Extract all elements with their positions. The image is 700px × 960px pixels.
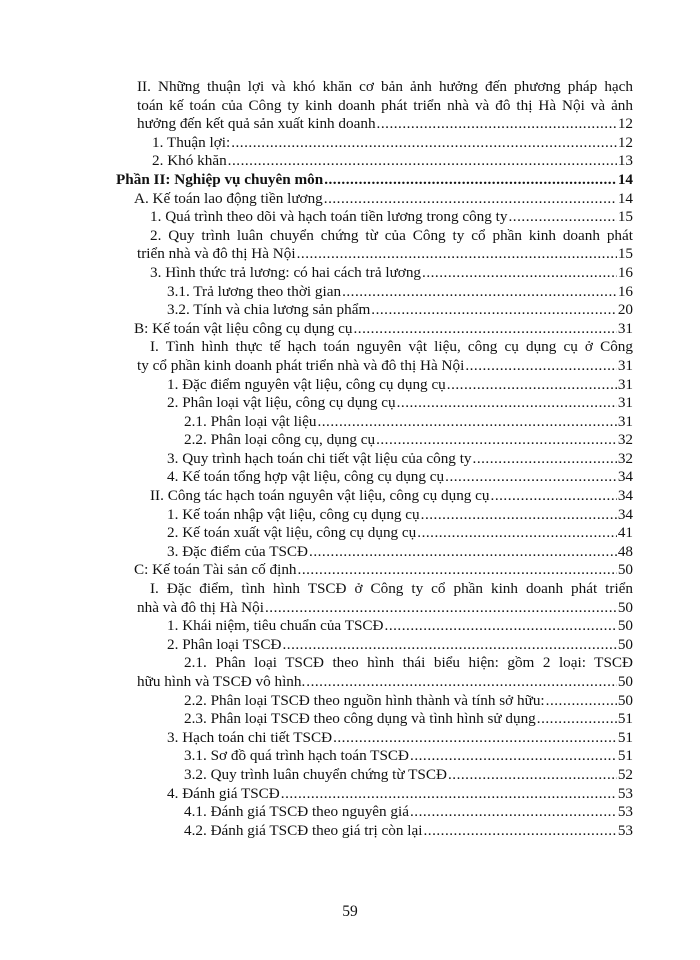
toc-entry-text: 4. Kế toán tổng hợp vật liệu, công cụ dụng cụ <box>167 468 445 486</box>
toc-page-number: 15 <box>617 245 633 263</box>
toc-entry <box>0 636 700 655</box>
toc-entry-text: 1. Đặc điểm nguyên vật liệu, công cụ dụng cụ <box>167 375 446 393</box>
toc-page-number: 15 <box>617 208 633 226</box>
toc-entry <box>0 283 700 302</box>
toc-entry <box>0 450 700 469</box>
toc-entry-text: 2. Kế toán xuất vật liệu, công cụ dụng cụ <box>167 524 417 542</box>
toc-page-number: 34 <box>617 505 633 523</box>
toc-entry-text: II. Công tác hạch toán nguyên vật liệu, công cụ dụng cụ <box>150 487 490 505</box>
dot-leader <box>306 673 617 692</box>
dot-leader <box>353 320 616 339</box>
toc-page-number: 51 <box>617 710 633 728</box>
toc-entry <box>0 729 700 748</box>
toc-page-number: 14 <box>617 170 633 188</box>
toc-entry-text: A. Kế toán lao động tiền lương <box>134 189 323 207</box>
toc-entry-text: 3.1. Trả lương theo thời gian <box>167 282 342 300</box>
toc-entry-text: 2.1. Phân loại vật liệu <box>184 412 317 430</box>
dot-leader <box>417 524 617 543</box>
dot-leader <box>342 283 617 302</box>
dot-leader <box>309 543 617 562</box>
toc-entry <box>0 376 700 395</box>
toc-entry-text: 2.2. Phân loại TSCĐ theo nguồn hình thành và tính sở hữu: <box>184 691 545 709</box>
toc-entry <box>0 468 700 487</box>
toc-page-number: 31 <box>617 375 633 393</box>
toc-page-number: 41 <box>617 524 633 542</box>
toc-entry-text: ty cổ phần kinh doanh phát triển nhà và đô thị Hà Nội <box>137 356 465 374</box>
toc-entry <box>0 822 700 841</box>
toc-page-number: 12 <box>617 115 633 133</box>
dot-leader <box>465 357 617 376</box>
toc-page-number: 13 <box>617 152 633 170</box>
toc-entry <box>0 803 700 822</box>
toc-entry-text: 4.1. Đánh giá TSCĐ theo nguyên giá <box>184 803 409 821</box>
toc-entry <box>0 524 700 543</box>
dot-leader <box>265 599 617 618</box>
toc-entry-text: I. Đặc điểm, tình hình TSCĐ ở Công ty cổ phần kinh doanh phát triển <box>150 580 633 598</box>
toc-entry <box>0 227 700 264</box>
dot-leader <box>473 450 617 469</box>
toc-page-number: 50 <box>617 673 633 690</box>
dot-leader <box>423 822 616 841</box>
toc-entry <box>0 190 700 209</box>
toc-entry-text: toán kế toán của Công ty kinh doanh phát triển nhà và đô thị Hà Nội và ảnh <box>137 96 633 114</box>
toc-entry-text: I. Tình hình thực tế hạch toán nguyên vật liệu, công cụ dụng cụ ở Công <box>150 338 633 356</box>
toc-entry-text: 3. Đặc điểm của TSCĐ <box>167 542 309 560</box>
toc-entry <box>0 301 700 320</box>
toc-page-number: 50 <box>617 598 633 616</box>
toc-page-number: 31 <box>617 356 633 374</box>
toc-page-number: 48 <box>617 542 633 560</box>
toc-entry-text: 4. Đánh giá TSCĐ <box>167 784 280 802</box>
dot-leader <box>324 171 617 190</box>
toc-entry <box>0 78 700 134</box>
toc-entry-text: 2. Quy trình luân chuyển chứng từ của Công ty cổ phần kinh doanh phát <box>150 226 633 244</box>
dot-leader <box>317 413 616 432</box>
toc-entry-text: nhà và đô thị Hà Nội <box>137 598 264 616</box>
dot-leader <box>333 729 617 748</box>
toc-entry <box>0 431 700 450</box>
toc-entry-text: 2.3. Phân loại TSCĐ theo công dụng và tình hình sử dụng <box>184 710 536 728</box>
toc-entry-text: hưởng đến kết quả sản xuất kinh doanh <box>137 115 376 133</box>
toc-entry <box>0 710 700 729</box>
dot-leader <box>298 561 617 580</box>
toc-entry-text: 2. Khó khăn <box>152 152 227 170</box>
toc-entry <box>0 320 700 339</box>
toc-page-number: 32 <box>617 431 633 449</box>
toc-entry-text: 1. Kế toán nhập vật liệu, công cụ dụng cụ <box>167 505 420 523</box>
toc-entry-text: 4.2. Đánh giá TSCĐ theo giá trị còn lại <box>184 821 423 839</box>
dot-leader <box>421 506 617 525</box>
toc-page-number: 53 <box>617 803 633 821</box>
toc-entry-text: 2. Phân loại TSCĐ <box>167 635 282 653</box>
dot-leader <box>445 468 617 487</box>
toc-entry <box>0 617 700 636</box>
page-number: 59 <box>342 903 358 920</box>
toc-entry-text: Phần II: Nghiệp vụ chuyên môn <box>116 170 324 188</box>
toc-page-number: 53 <box>617 784 633 802</box>
toc-entry-text: 3. Hạch toán chi tiết TSCĐ <box>167 728 333 746</box>
toc-entry-text: triển nhà và đô thị Hà Nội <box>137 245 296 263</box>
toc-entry <box>0 134 700 153</box>
toc-page-number: 12 <box>617 133 633 151</box>
toc-entry <box>0 543 700 562</box>
toc-entry <box>0 338 700 375</box>
dot-leader <box>509 208 617 227</box>
toc-page-number: 14 <box>617 189 633 207</box>
dot-leader <box>376 431 617 450</box>
toc-page-number: 51 <box>617 728 633 746</box>
toc-page-number: 31 <box>617 412 633 430</box>
toc-entry-text: 3. Quy trình hạch toán chi tiết vật liệu của công ty <box>167 449 472 467</box>
toc-entry-text: hữu hình và TSCĐ vô hình. <box>137 673 306 690</box>
toc-page-number: 50 <box>617 691 633 709</box>
toc-entry <box>0 692 700 711</box>
toc-page-number: 34 <box>617 487 633 505</box>
dot-leader <box>546 692 617 711</box>
dot-leader <box>282 636 616 655</box>
toc-entry-text: 3.2. Quy trình luân chuyển chứng từ TSCĐ <box>184 765 447 783</box>
table-of-contents <box>0 78 700 840</box>
toc-entry <box>0 747 700 766</box>
toc-page-number: 52 <box>617 765 633 783</box>
toc-entry-text: 2.1. Phân loại TSCĐ theo hình thái biểu hiện: gồm 2 loại: TSCĐ <box>184 654 633 672</box>
toc-page-number: 34 <box>617 468 633 486</box>
dot-leader <box>447 376 617 395</box>
dot-leader <box>377 115 617 134</box>
dot-leader <box>281 785 617 804</box>
toc-entry-text: 3.2. Tính và chia lương sản phẩm <box>167 301 371 319</box>
toc-page-number: 16 <box>617 263 633 281</box>
toc-entry <box>0 264 700 283</box>
toc-entry-text: 1. Quá trình theo dõi và hạch toán tiền lương trong công ty <box>150 208 508 226</box>
dot-leader <box>231 134 617 153</box>
toc-page-number: 32 <box>617 449 633 467</box>
toc-entry <box>0 394 700 413</box>
dot-leader <box>422 264 617 283</box>
toc-entry-text: 3.1. Sơ đồ quá trình hạch toán TSCĐ <box>184 747 410 765</box>
dot-leader <box>324 190 617 209</box>
toc-entry <box>0 171 700 190</box>
dot-leader <box>410 803 617 822</box>
toc-entry <box>0 506 700 525</box>
dot-leader <box>397 394 617 413</box>
toc-entry <box>0 413 700 432</box>
toc-entry-text: II. Những thuận lợi và khó khăn cơ bản ảnh hưởng đến phương pháp hạch <box>137 78 633 95</box>
toc-entry <box>0 208 700 227</box>
dot-leader <box>228 152 617 171</box>
toc-entry-text: 3. Hình thức trả lương: có hai cách trả lương <box>150 263 422 281</box>
toc-page-number: 31 <box>617 394 633 412</box>
toc-entry-text: B: Kế toán vật liệu công cụ dụng cụ <box>134 319 353 337</box>
dot-leader <box>448 766 617 785</box>
toc-entry <box>0 785 700 804</box>
toc-entry <box>0 580 700 617</box>
toc-page-number: 53 <box>617 821 633 839</box>
toc-entry-text: 1. Khái niệm, tiêu chuẩn của TSCĐ <box>167 617 384 635</box>
dot-leader <box>371 301 617 320</box>
toc-entry <box>0 766 700 785</box>
toc-entry-text: 2.2. Phân loại công cụ, dụng cụ <box>184 431 376 449</box>
toc-entry-text: 2. Phân loại vật liệu, công cụ dụng cụ <box>167 394 396 412</box>
dot-leader <box>297 245 617 264</box>
toc-page-number: 16 <box>617 282 633 300</box>
toc-page-number: 20 <box>617 301 633 319</box>
toc-page-number: 50 <box>617 561 633 579</box>
dot-leader <box>491 487 617 506</box>
toc-entry <box>0 487 700 506</box>
toc-entry <box>0 152 700 171</box>
dot-leader <box>385 617 617 636</box>
dot-leader <box>410 747 617 766</box>
toc-page-number: 50 <box>617 617 633 635</box>
toc-page-number: 50 <box>617 635 633 653</box>
toc-page-number: 51 <box>617 747 633 765</box>
toc-entry <box>0 561 700 580</box>
toc-page-number: 31 <box>617 319 633 337</box>
toc-entry-text: 1. Thuận lợi: <box>152 133 231 151</box>
dot-leader <box>537 710 617 729</box>
toc-entry <box>0 654 700 691</box>
toc-entry-text: C: Kế toán Tài sản cố định <box>134 561 297 579</box>
